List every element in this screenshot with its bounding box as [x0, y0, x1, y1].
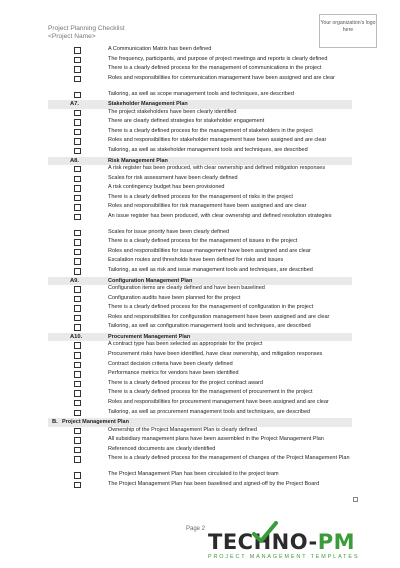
checklist-item-text: All subsidiary management plans have been assembled in the Project Management Plan: [108, 436, 324, 443]
checklist-item-text: A risk contingency budget has been provisioned: [108, 184, 225, 191]
checkbox[interactable]: [74, 456, 81, 463]
checkbox[interactable]: [74, 249, 81, 256]
checklist-item: [48, 128, 352, 138]
checkbox-cell: [48, 446, 108, 454]
checkbox[interactable]: [74, 315, 81, 322]
page-number: Page 2: [186, 526, 206, 532]
checkbox[interactable]: [74, 66, 81, 73]
checklist-item-text: Scales for risk assessment have been clearly defined: [108, 174, 238, 181]
checklist-item: [48, 471, 352, 481]
checkbox[interactable]: [74, 305, 81, 312]
checklist-item: [48, 361, 352, 371]
checkbox[interactable]: [74, 47, 81, 54]
checklist-item-text: The project stakeholders have been clearly identified: [108, 108, 237, 115]
checkbox[interactable]: [74, 437, 81, 444]
checkbox-cell: [48, 323, 108, 331]
checklist-item: [48, 389, 352, 399]
checklist-item: [48, 314, 352, 324]
checkbox[interactable]: [74, 148, 81, 155]
checkbox-cell: [48, 238, 108, 246]
checklist-item-text: There is a clearly defined process for the project contract award: [108, 379, 263, 386]
section-number: A10.: [70, 334, 83, 340]
checklist-item-text: Tailoring, as well as stakeholder management tools and techniques, are described: [108, 146, 308, 153]
checklist-item-text: Ownership of the Project Management Plan is clearly defined: [108, 426, 257, 433]
checklist-item-text: There is a clearly defined process for the management of changes of the Project Management Plan: [108, 455, 350, 462]
checklist-item-text: Roles and responsibilities for procurement management have been assigned and are clear: [108, 398, 329, 405]
checkbox[interactable]: [74, 390, 81, 397]
checkbox-cell: [48, 380, 108, 388]
checklist-item-text: The Project Management Plan has been circulated to the project team: [108, 471, 279, 478]
checkbox[interactable]: [74, 286, 81, 293]
checkbox-cell: [48, 46, 108, 54]
checkbox-cell: [48, 147, 108, 155]
checklist-item: [48, 56, 352, 66]
checkbox-cell: [48, 118, 108, 126]
checklist-item: [48, 75, 352, 91]
checklist-item: [48, 351, 352, 361]
checklist-item: [48, 446, 352, 456]
checklist-item-text: Performance metrics for vendors have been identified: [108, 370, 239, 377]
checkbox-cell: [48, 295, 108, 303]
checkbox[interactable]: [74, 214, 81, 221]
checklist-item: [48, 184, 352, 194]
checkbox-cell: [48, 91, 108, 99]
checklist-item: [48, 427, 352, 437]
checklist-item-text: There are clearly defined strategies for stakeholder engagement: [108, 118, 265, 125]
checkbox[interactable]: [74, 381, 81, 388]
checklist-item: [48, 194, 352, 204]
checklist-item: [48, 295, 352, 305]
checklist-item: [48, 137, 352, 147]
checklist-item: [48, 203, 352, 213]
checklist-item-text: Tailoring, as well as procurement management tools and techniques, are described: [108, 408, 311, 415]
checkmark-icon: [252, 521, 278, 543]
checkbox[interactable]: [74, 204, 81, 211]
checkbox-cell: [48, 351, 108, 359]
section-number: A7.: [70, 101, 80, 108]
checkbox[interactable]: [74, 410, 81, 417]
checklist-item: [48, 370, 352, 380]
checklist-item: [48, 409, 352, 419]
checkbox[interactable]: [74, 76, 81, 83]
checkbox-cell: [48, 65, 108, 73]
checkbox[interactable]: [74, 92, 81, 99]
checklist-item-text: A Communication Matrix has been defined: [108, 46, 212, 52]
checkbox-cell: [48, 267, 108, 275]
checklist-item-text: Roles and responsibilities for communication management have been assigned and are clear: [108, 74, 335, 81]
checkbox-cell: [48, 481, 108, 489]
checklist-item: [48, 323, 352, 333]
checkbox[interactable]: [74, 166, 81, 173]
section-title: Procurement Management Plan: [108, 334, 191, 340]
checkbox-cell: [48, 341, 108, 349]
checkbox-cell: [48, 285, 108, 293]
checkbox-cell: [48, 304, 108, 312]
checklist-item: [48, 380, 352, 390]
checklist-item: [48, 285, 352, 295]
section-heading: [48, 277, 352, 285]
checkbox[interactable]: [74, 352, 81, 359]
checklist-item-text: There is a clearly defined process for the management of risks in the project: [108, 193, 293, 200]
checklist-item-text: There is a clearly defined process for the management of stakeholders in the project: [108, 127, 313, 134]
checkbox-cell: [48, 471, 108, 479]
checkbox-cell: [48, 389, 108, 397]
checkbox-cell: [48, 213, 108, 221]
checkbox-cell: [48, 165, 108, 173]
checkbox-cell: [48, 248, 108, 256]
brand-tagline: PROJECT MANAGEMENT TEMPLATES: [208, 554, 360, 560]
checkbox[interactable]: [74, 57, 81, 64]
checkbox[interactable]: [74, 268, 81, 275]
checklist-item-text: The Project Management Plan has been baselined and signed-off by the Project Board: [108, 480, 320, 487]
checkbox-cell: [48, 361, 108, 369]
checklist-item-text: A risk register has been produced, with clear ownership and defined mitigation responses: [108, 164, 326, 171]
checklist-item: [48, 147, 352, 157]
checklist-item: [48, 304, 352, 314]
section-title: Stakeholder Management Plan: [108, 101, 188, 108]
checkbox[interactable]: [74, 296, 81, 303]
checklist-item: [48, 65, 352, 75]
section-heading: [48, 100, 352, 108]
brand-name: TECHNO-PM: [208, 530, 355, 554]
checklist-item: [48, 455, 352, 471]
checkbox-cell: [48, 109, 108, 117]
checkbox[interactable]: [74, 482, 81, 489]
checkbox[interactable]: [74, 138, 81, 145]
checkbox-cell: [48, 455, 108, 463]
checklist-item-text: Configuration audits have been planned for the project: [108, 294, 241, 301]
checklist-item: [48, 436, 352, 446]
checkbox[interactable]: [74, 324, 81, 331]
checklist-item: [48, 118, 352, 128]
checklist-item-text: There is a clearly defined process for the management of procurement in the project: [108, 389, 313, 396]
checklist-item-text: Procurement risks have been identified, have clear ownership, and mitigation responses: [108, 351, 323, 357]
checkbox-cell: [48, 194, 108, 202]
checklist-item: [48, 213, 352, 229]
section-number: A9.: [70, 277, 80, 284]
checkbox-cell: [48, 128, 108, 136]
section-title: Risk Management Plan: [108, 157, 168, 164]
checklist-item-text: Escalation routes and thresholds have been defined for risks and issues: [108, 257, 284, 264]
checklist-item: [48, 481, 352, 491]
checkbox[interactable]: [74, 239, 81, 246]
checklist-item: [48, 238, 352, 248]
checkbox[interactable]: [74, 428, 81, 435]
checkbox-cell: [48, 203, 108, 211]
checklist-item-text: Scales for issue priority have been clearly defined: [108, 228, 230, 235]
checkbox[interactable]: [74, 362, 81, 369]
checklist-item-text: Configuration items are clearly defined and have been baselined: [108, 285, 265, 292]
project-name: <Project Name>: [48, 33, 96, 40]
checklist-item: [48, 229, 352, 239]
checkbox[interactable]: [74, 185, 81, 192]
checklist-item: [48, 341, 352, 351]
checkbox[interactable]: [74, 110, 81, 117]
checklist-item: [48, 46, 352, 56]
checkbox[interactable]: [74, 230, 81, 237]
checklist-item-text: There is a clearly defined process for the management of configuration in the project: [108, 304, 314, 311]
checkbox[interactable]: [74, 176, 81, 183]
checklist-item-text: A contract type has been selected as appropriate for the project: [108, 341, 263, 348]
checklist-item: [48, 257, 352, 267]
checklist-item: [48, 248, 352, 258]
checkbox-cell: [48, 175, 108, 183]
checkbox-cell: [48, 427, 108, 435]
section-number: A8.: [70, 157, 80, 164]
end-of-table-marker: [353, 497, 358, 502]
logo-placeholder: Your organization's logo here: [319, 14, 377, 48]
checklist-item-text: There is a clearly defined process for the management of issues in the project: [108, 238, 298, 245]
section-number: B.: [52, 419, 58, 426]
checkbox[interactable]: [74, 342, 81, 349]
checklist-item: [48, 109, 352, 119]
checklist-item-text: Contract decision criteria have been clearly defined: [108, 360, 233, 367]
document-title: Project Planning Checklist: [48, 25, 125, 32]
checklist-item-text: The frequency, participants, and purpose of project meetings and reports is clearly defined: [108, 55, 328, 62]
checkbox-cell: [48, 436, 108, 444]
checklist-item-text: Tailoring, as well as risk and issue management tools and techniques, are described: [108, 267, 313, 274]
checkbox[interactable]: [74, 119, 81, 126]
checkbox[interactable]: [74, 447, 81, 454]
section-title: Configuration Management Plan: [108, 277, 193, 284]
checkbox-cell: [48, 56, 108, 64]
section-title: Project Management Plan: [62, 419, 129, 426]
checklist-item: [48, 91, 352, 101]
checkbox-cell: [48, 399, 108, 407]
section-heading: [48, 333, 352, 341]
checkbox[interactable]: [74, 472, 81, 479]
checklist-item-text: Referenced documents are clearly identified: [108, 445, 216, 452]
checkbox[interactable]: [74, 371, 81, 378]
checkbox-cell: [48, 314, 108, 322]
checklist-item-text: Roles and responsibilities for risk management have been assigned and are clear: [108, 203, 307, 210]
brand-logo: [208, 531, 388, 563]
checklist-item: [48, 399, 352, 409]
checklist-item-text: Tailoring, as well as scope management tools and techniques, are described: [108, 90, 294, 97]
checklist-item-text: Roles and responsibilities for issue management have been assigned and are clear: [108, 247, 311, 254]
checklist-item-text: There is a clearly defined process for the management of communications in the project: [108, 65, 322, 72]
checklist-item-text: Roles and responsibilities for configuration management have been assigned and are clear: [108, 313, 330, 320]
checklist-item: [48, 175, 352, 185]
checklist-item: [48, 267, 352, 277]
checkbox-cell: [48, 137, 108, 145]
checkbox-cell: [48, 409, 108, 417]
section-heading: [48, 157, 352, 165]
checkbox-cell: [48, 75, 108, 83]
checklist: [48, 46, 352, 490]
checklist-item: [48, 165, 352, 175]
checkbox-cell: [48, 257, 108, 265]
document-header: [48, 25, 125, 41]
checklist-item-text: Roles and responsibilities for stakeholder management have been assigned and are clear: [108, 137, 327, 144]
checkbox-cell: [48, 229, 108, 237]
checkbox[interactable]: [74, 129, 81, 136]
checkbox[interactable]: [74, 258, 81, 265]
checkbox[interactable]: [74, 195, 81, 202]
checklist-item-text: Tailoring, as well as configuration management tools and techniques, are described: [108, 323, 311, 330]
checklist-item-text: An issue register has been produced, with clear ownership and defined resolution strategies: [108, 212, 332, 219]
checkbox-cell: [48, 370, 108, 378]
main-section-heading: [48, 418, 352, 426]
checkbox[interactable]: [74, 400, 81, 407]
checkbox-cell: [48, 184, 108, 192]
